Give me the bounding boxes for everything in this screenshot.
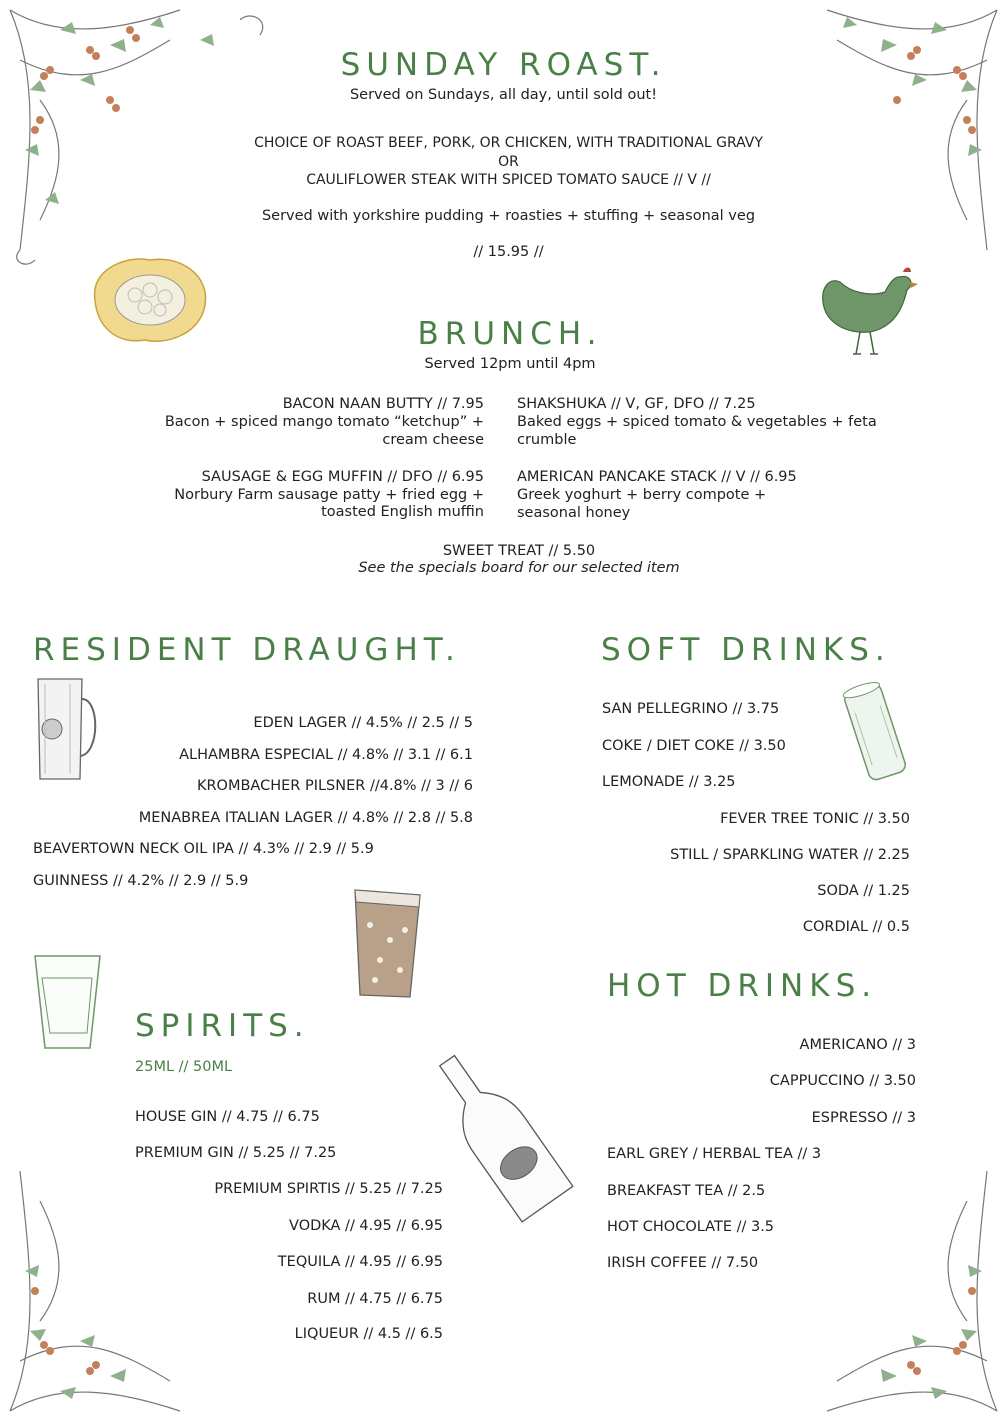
- spirit-item: PREMIUM GIN // 5.25 // 7.25: [135, 1145, 337, 1161]
- sunday-roast-served-with: Served with yorkshire pudding + roasties + stuffing + seasonal veg: [261, 208, 756, 224]
- sunday-roast-line: CAULIFLOWER STEAK WITH SPICED TOMATO SAUCE // V //: [306, 172, 711, 188]
- hot-drink-item: HOT CHOCOLATE // 3.5: [607, 1219, 775, 1235]
- hot-drink-item: ESPRESSO // 3: [811, 1110, 916, 1126]
- bottle-icon: [420, 1040, 575, 1225]
- brunch-item-desc: toasted English muffin: [321, 504, 484, 520]
- soft-drinks-title: SOFT DRINKS.: [601, 632, 891, 668]
- draught-item: EDEN LAGER // 4.5% // 2.5 // 5: [253, 715, 473, 731]
- soft-drink-item: FEVER TREE TONIC // 3.50: [720, 811, 910, 827]
- sunday-roast-subtitle: Served on Sundays, all day, until sold out!: [349, 87, 658, 103]
- sweet-treat-desc: See the specials board for our selected item: [358, 560, 680, 576]
- sunday-roast-line: CHOICE OF ROAST BEEF, PORK, OR CHICKEN, WITH TRADITIONAL GRAVY: [254, 135, 763, 151]
- brunch-item-desc: seasonal honey: [517, 505, 631, 521]
- sweet-treat-name: SWEET TREAT // 5.50: [442, 543, 596, 559]
- brunch-item-desc: Greek yoghurt + berry compote +: [517, 487, 767, 503]
- soft-drink-item: COKE / DIET COKE // 3.50: [602, 738, 786, 754]
- draught-item: GUINNESS // 4.2% // 2.9 // 5.9: [33, 873, 249, 889]
- brunch-item-desc: cream cheese: [382, 432, 484, 448]
- brunch-item-name: AMERICAN PANCAKE STACK // V // 6.95: [517, 469, 797, 485]
- brunch-item-name: SAUSAGE & EGG MUFFIN // DFO // 6.95: [201, 469, 484, 485]
- brunch-item-desc: Norbury Farm sausage patty + fried egg +: [174, 487, 484, 503]
- tumbler-glass-icon: [30, 948, 105, 1056]
- spirit-item: LIQUEUR // 4.5 // 6.5: [294, 1326, 443, 1342]
- pint-glass-icon: [350, 885, 425, 1005]
- draught-item: KROMBACHER PILSNER //4.8% // 3 // 6: [196, 778, 473, 794]
- spirit-item: PREMIUM SPIRTIS // 5.25 // 7.25: [214, 1181, 443, 1197]
- sunday-roast-line: OR: [498, 154, 519, 170]
- brunch-item-desc: Baked eggs + spiced tomato & vegetables + feta: [517, 414, 877, 430]
- brunch-item-desc: Bacon + spiced mango tomato “ketchup” +: [164, 414, 484, 430]
- draught-item: ALHAMBRA ESPECIAL // 4.8% // 3.1 // 6.1: [179, 747, 473, 763]
- spirits-sizes: 25ML // 50ML: [135, 1059, 233, 1075]
- sunday-roast-price: // 15.95 //: [473, 244, 544, 260]
- hot-drink-item: IRISH COFFEE // 7.50: [607, 1255, 759, 1271]
- brunch-title: BRUNCH.: [417, 316, 603, 352]
- spirit-item: VODKA // 4.95 // 6.95: [289, 1218, 443, 1234]
- spirit-item: RUM // 4.75 // 6.75: [307, 1291, 443, 1307]
- hot-drink-item: BREAKFAST TEA // 2.5: [607, 1183, 766, 1199]
- soft-drink-item: SODA // 1.25: [817, 883, 910, 899]
- soft-drink-item: LEMONADE // 3.25: [602, 774, 736, 790]
- soft-drink-item: CORDIAL // 0.5: [802, 919, 910, 935]
- brunch-item-name: BACON NAAN BUTTY // 7.95: [282, 396, 484, 412]
- soda-can-icon: [838, 678, 913, 786]
- hot-drinks-title: HOT DRINKS.: [607, 968, 878, 1004]
- draught-title: RESIDENT DRAUGHT.: [33, 632, 461, 668]
- soft-drink-item: SAN PELLEGRINO // 3.75: [602, 701, 780, 717]
- spirit-item: HOUSE GIN // 4.75 // 6.75: [135, 1109, 320, 1125]
- brunch-subtitle: Served 12pm until 4pm: [424, 356, 596, 372]
- spirit-item: TEQUILA // 4.95 // 6.95: [277, 1254, 443, 1270]
- hot-drink-item: CAPPUCCINO // 3.50: [769, 1073, 916, 1089]
- spirits-title: SPIRITS.: [135, 1008, 310, 1044]
- draught-item: MENABREA ITALIAN LAGER // 4.8% // 2.8 // 5.8: [138, 810, 473, 826]
- sunday-roast-title: SUNDAY ROAST.: [340, 47, 667, 83]
- brunch-item-name: SHAKSHUKA // V, GF, DFO // 7.25: [517, 396, 756, 412]
- soft-drink-item: STILL / SPARKLING WATER // 2.25: [670, 847, 910, 863]
- hot-drink-item: EARL GREY / HERBAL TEA // 3: [607, 1146, 822, 1162]
- draught-item: BEAVERTOWN NECK OIL IPA // 4.3% // 2.9 // 5.9: [33, 841, 374, 857]
- brunch-item-desc: crumble: [517, 432, 577, 448]
- hot-drink-item: AMERICANO // 3: [799, 1037, 916, 1053]
